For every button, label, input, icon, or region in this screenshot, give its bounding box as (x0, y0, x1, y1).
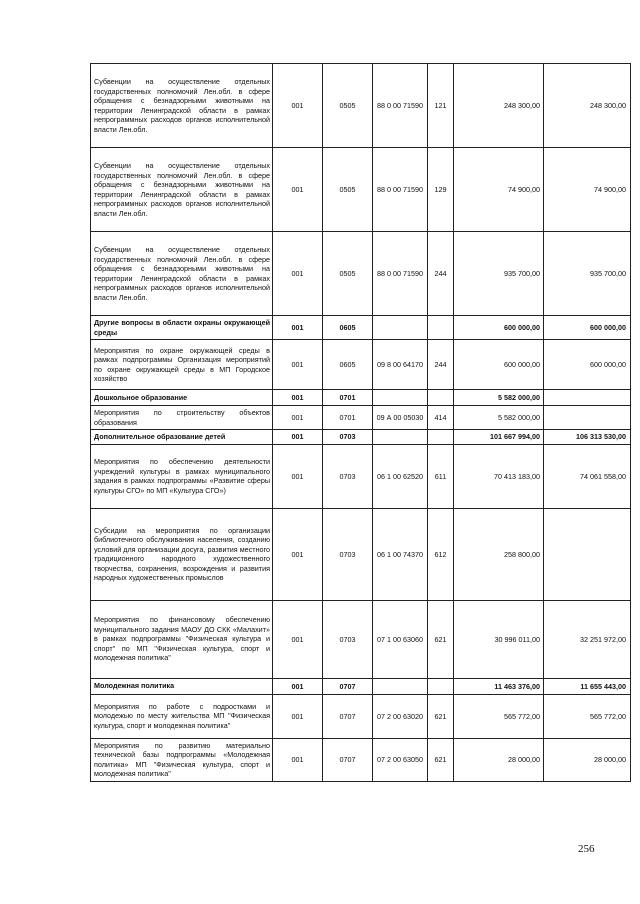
cell-sum-year2: 11 655 443,00 (544, 678, 631, 694)
cell-sum-year1: 248 300,00 (454, 64, 544, 148)
cell-section: 0707 (323, 738, 373, 781)
cell-code: 001 (273, 316, 323, 340)
cell-type: 611 (428, 444, 454, 508)
budget-table (90, 63, 631, 782)
cell-sum-year1: 258 800,00 (454, 508, 544, 600)
table-row (91, 316, 631, 340)
table-row (91, 738, 631, 781)
cell-type (428, 678, 454, 694)
cell-section: 0505 (323, 148, 373, 232)
cell-code: 001 (273, 148, 323, 232)
cell-article: 88 0 00 71590 (373, 148, 428, 232)
table-row (91, 444, 631, 508)
cell-sum-year2: 74 061 558,00 (544, 444, 631, 508)
cell-code: 001 (273, 406, 323, 430)
cell-section: 0505 (323, 232, 373, 316)
cell-section: 0701 (323, 390, 373, 406)
cell-sum-year2 (544, 390, 631, 406)
cell-description: Другие вопросы в области охраны окружающей среды (91, 316, 273, 340)
cell-description: Субвенции на осуществление отдельных государственных полномочий Лен.обл. в сфере обращения с безнадзорными животными на территории Ленинградской области в рамках непрограммных расходов органов исполнительной власти Лен.обл. (91, 232, 273, 316)
cell-article: 88 0 00 71590 (373, 232, 428, 316)
cell-sum-year2: 935 700,00 (544, 232, 631, 316)
page-number: 256 (578, 843, 595, 855)
cell-sum-year2: 74 900,00 (544, 148, 631, 232)
cell-description: Дошкольное образование (91, 390, 273, 406)
cell-article (373, 316, 428, 340)
cell-type: 621 (428, 738, 454, 781)
cell-sum-year1: 11 463 376,00 (454, 678, 544, 694)
cell-article: 07 2 00 63050 (373, 738, 428, 781)
cell-sum-year1: 565 772,00 (454, 694, 544, 738)
cell-type (428, 316, 454, 340)
table-row (91, 508, 631, 600)
cell-sum-year1: 28 000,00 (454, 738, 544, 781)
cell-sum-year2: 600 000,00 (544, 316, 631, 340)
cell-section: 0701 (323, 406, 373, 430)
cell-sum-year1: 600 000,00 (454, 316, 544, 340)
cell-code: 001 (273, 390, 323, 406)
cell-section: 0505 (323, 64, 373, 148)
cell-type: 129 (428, 148, 454, 232)
cell-type: 244 (428, 232, 454, 316)
cell-description: Субсидии на мероприятия по организации библиотечного обслуживания населения, созданию условий для организации досуга, развития местного традиционного народного художественного творчества, сохранения, возрождения и развития народных художественных промыслов (91, 508, 273, 600)
table-row (91, 694, 631, 738)
cell-code: 001 (273, 600, 323, 678)
cell-article: 07 2 00 63020 (373, 694, 428, 738)
cell-type: 414 (428, 406, 454, 430)
cell-section: 0703 (323, 430, 373, 445)
cell-description: Субвенции на осуществление отдельных государственных полномочий Лен.обл. в сфере обращения с безнадзорными животными на территории Ленинградской области в рамках непрограммных расходов органов исполнительной власти Лен.обл. (91, 148, 273, 232)
cell-code: 001 (273, 444, 323, 508)
table-row (91, 678, 631, 694)
cell-sum-year2: 565 772,00 (544, 694, 631, 738)
cell-description: Дополнительное образование детей (91, 430, 273, 445)
table-row (91, 340, 631, 390)
cell-code: 001 (273, 430, 323, 445)
cell-sum-year2 (544, 508, 631, 600)
cell-description: Мероприятия по охране окружающей среды в рамках подпрограммы Организация мероприятий по охране окружающей среды в МП Городское хозяйство (91, 340, 273, 390)
cell-type: 621 (428, 600, 454, 678)
cell-section: 0605 (323, 340, 373, 390)
table-row (91, 430, 631, 445)
table-row (91, 390, 631, 406)
cell-description: Мероприятия по обеспечению деятельности учреждений культуры в рамках муниципального задания в рамках подпрограммы «Развитие сферы культуры СГО» по МП «Культура СГО») (91, 444, 273, 508)
cell-description: Молодежная политика (91, 678, 273, 694)
cell-description: Мероприятия по финансовому обеспечению муниципального задания МАОУ ДО СКК «Малахит» в рамках подпрограммы "Физическая культура и спорт" по МП "Физическая культура, спорт и молодежная политика" (91, 600, 273, 678)
table-row (91, 406, 631, 430)
cell-type: 621 (428, 694, 454, 738)
cell-sum-year1: 70 413 183,00 (454, 444, 544, 508)
cell-article: 07 1 00 63060 (373, 600, 428, 678)
cell-code: 001 (273, 738, 323, 781)
cell-sum-year1: 5 582 000,00 (454, 406, 544, 430)
cell-article (373, 430, 428, 445)
cell-sum-year1: 101 667 994,00 (454, 430, 544, 445)
cell-code: 001 (273, 694, 323, 738)
cell-section: 0707 (323, 678, 373, 694)
cell-code: 001 (273, 508, 323, 600)
table-row (91, 600, 631, 678)
cell-article: 06 1 00 62520 (373, 444, 428, 508)
cell-code: 001 (273, 64, 323, 148)
cell-sum-year2: 248 300,00 (544, 64, 631, 148)
cell-sum-year2 (544, 406, 631, 430)
cell-section: 0707 (323, 694, 373, 738)
table-row (91, 64, 631, 148)
cell-sum-year1: 74 900,00 (454, 148, 544, 232)
cell-article: 09 А 00 05030 (373, 406, 428, 430)
cell-section: 0703 (323, 600, 373, 678)
cell-description: Субвенции на осуществление отдельных государственных полномочий Лен.обл. в сфере обращения с безнадзорными животными на территории Ленинградской области в рамках непрограммных расходов органов исполнительной власти Лен.обл. (91, 64, 273, 148)
cell-type (428, 390, 454, 406)
cell-sum-year2: 28 000,00 (544, 738, 631, 781)
cell-sum-year1: 30 996 011,00 (454, 600, 544, 678)
cell-type (428, 430, 454, 445)
cell-code: 001 (273, 232, 323, 316)
cell-article (373, 678, 428, 694)
cell-sum-year1: 935 700,00 (454, 232, 544, 316)
cell-section: 0605 (323, 316, 373, 340)
cell-article (373, 390, 428, 406)
cell-code: 001 (273, 340, 323, 390)
cell-sum-year2: 106 313 530,00 (544, 430, 631, 445)
table-body (91, 64, 631, 782)
cell-article: 88 0 00 71590 (373, 64, 428, 148)
cell-description: Мероприятия по строительству объектов образования (91, 406, 273, 430)
cell-sum-year1: 5 582 000,00 (454, 390, 544, 406)
cell-section: 0703 (323, 444, 373, 508)
cell-type: 244 (428, 340, 454, 390)
cell-sum-year1: 600 000,00 (454, 340, 544, 390)
cell-sum-year2: 32 251 972,00 (544, 600, 631, 678)
table-row (91, 148, 631, 232)
cell-article: 09 8 00 64170 (373, 340, 428, 390)
cell-description: Мероприятия по развитию материально технической базы подпрограммы «Молодежная политика» МП "Физическая культура, спорт и молодежная политика" (91, 738, 273, 781)
cell-type: 121 (428, 64, 454, 148)
cell-sum-year2: 600 000,00 (544, 340, 631, 390)
cell-code: 001 (273, 678, 323, 694)
cell-type: 612 (428, 508, 454, 600)
cell-description: Мероприятия по работе с подростками и молодежью по месту жительства МП "Физическая культура, спорт и молодежная политика" (91, 694, 273, 738)
cell-article: 06 1 00 74370 (373, 508, 428, 600)
cell-section: 0703 (323, 508, 373, 600)
table-row (91, 232, 631, 316)
